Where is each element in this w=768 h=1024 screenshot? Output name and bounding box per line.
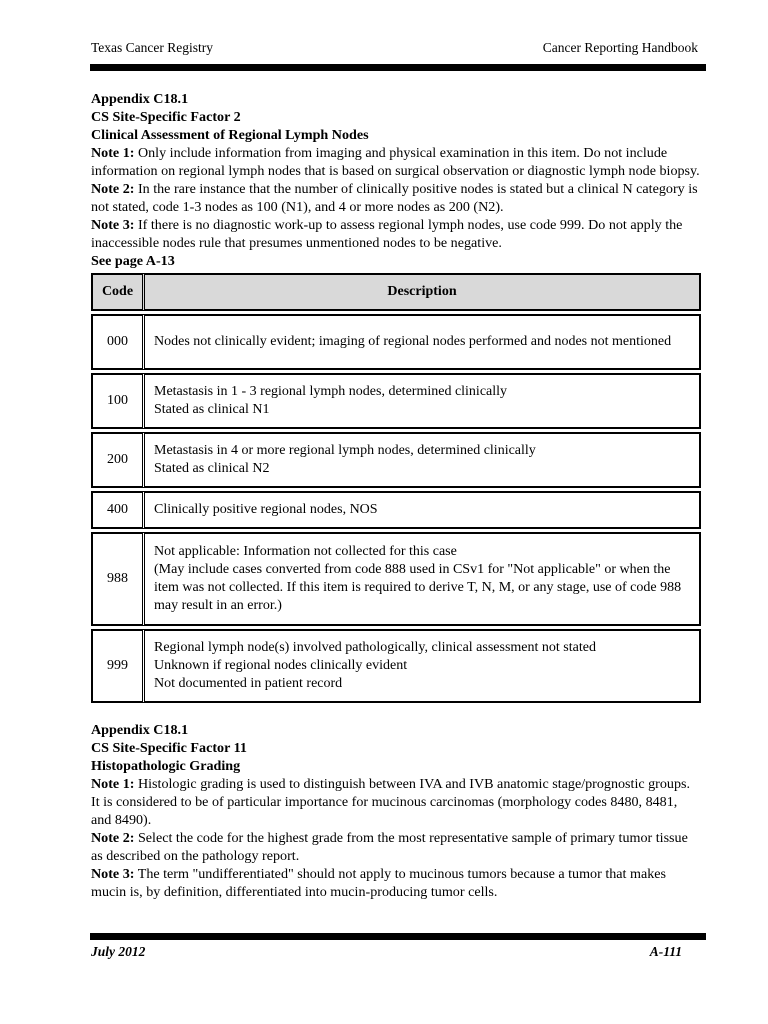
table-row [91,432,701,488]
note-label: Note 3: [91,217,135,233]
page-number: A-111 [649,944,682,959]
footer-divider [90,933,706,940]
header-title-right: Cancer Reporting Handbook [542,40,698,55]
footer-date: July 2012 [91,944,146,959]
note-label: Note 2: [91,181,135,197]
note-text: In the rare instance that the number of clinically positive nodes is stated but a clinical N category is not stated, code 1-3 nodes as 100 (N1), and 4 or more nodes as 200 (N2). [91,181,698,215]
description-line: Not applicable: Information not collected for this case [154,544,457,559]
table-row [91,373,701,429]
section1-note-3 [91,216,701,252]
table-body [91,314,701,703]
row-code: 988 [91,532,142,626]
note-label: Note 1: [91,145,135,161]
section2 [91,721,701,901]
table-row [91,629,701,703]
code-table [91,270,701,706]
row-code: 400 [91,491,142,529]
row-description [142,629,701,703]
header-title-left: Texas Cancer Registry [91,40,214,55]
description-line: Stated as clinical N2 [154,461,270,476]
table-row [91,314,701,370]
note-label: Note 1: [91,776,135,792]
row-description [142,532,701,626]
row-code: 000 [91,314,142,370]
section1-heading-factor: CS Site-Specific Factor 2 [91,109,241,125]
section2-note-1 [91,775,701,829]
row-code: 999 [91,629,142,703]
note-text: Histologic grading is used to distinguish between IVA and IVB anatomic stage/prognostic groups. It is considered to be of particular importance for mucinous carcinomas (morphology codes 8480, 8481, and 8490). [91,776,691,828]
description-line: Metastasis in 4 or more regional lymph nodes, determined clinically [154,443,536,458]
description-line: Metastasis in 1 - 3 regional lymph nodes, determined clinically [154,384,508,399]
row-description [142,373,701,429]
description-line: Clinically positive regional nodes, NOS [154,502,378,517]
see-page-reference: See page A-13 [91,253,175,269]
page-body [91,90,701,901]
note-label: Note 2: [91,830,135,846]
row-description [142,432,701,488]
table-row [91,532,701,626]
note-text: Only include information from imaging and physical examination in this item. Do not include information on regional lymph nodes that is based on surgical observation or diagnostic lymph node biopsy. [91,145,700,179]
description-line: Stated as clinical N1 [154,402,270,417]
section2-heading-factor: CS Site-Specific Factor 11 [91,740,247,756]
row-description [142,314,701,370]
note-label: Note 3: [91,866,135,882]
section1-note-2 [91,180,701,216]
row-code: 100 [91,373,142,429]
section2-note-3 [91,865,701,901]
section2-note-2 [91,829,701,865]
section1-note-1 [91,144,701,180]
description-line: Regional lymph node(s) involved pathologically, clinical assessment not stated [154,640,596,655]
column-header-code: Code [91,273,142,311]
description-line: Unknown if regional nodes clinically evident [154,658,408,673]
description-line: Nodes not clinically evident; imaging of regional nodes performed and nodes not mentioned [154,334,672,349]
note-text: If there is no diagnostic work-up to assess regional lymph nodes, use code 999. Do not apply the inaccessible nodes rule that presumes unmentioned nodes to be negative. [91,217,683,251]
table-header-row [91,273,701,311]
header-divider [90,64,706,71]
section1-heading-appendix: Appendix C18.1 [91,91,189,107]
section1-heading-title: Clinical Assessment of Regional Lymph Nodes [91,127,369,143]
description-line: (May include cases converted from code 888 used in CSv1 for "Not applicable" or when the item was not collected. If this item is required to derive T, N, M, or any stage, use of code 988 may result in an error.) [154,562,682,613]
description-line: Not documented in patient record [154,676,343,691]
table-row [91,491,701,529]
row-code: 200 [91,432,142,488]
section2-heading-appendix: Appendix C18.1 [91,722,189,738]
row-description [142,491,701,529]
section2-heading-title: Histopathologic Grading [91,758,241,774]
note-text: Select the code for the highest grade from the most representative sample of primary tumor tissue as described on the pathology report. [91,830,688,864]
note-text: The term "undifferentiated" should not apply to mucinous tumors because a tumor that makes mucin is, by definition, differentiated into mucin-producing tumor cells. [91,866,666,900]
column-header-description: Description [142,273,701,311]
